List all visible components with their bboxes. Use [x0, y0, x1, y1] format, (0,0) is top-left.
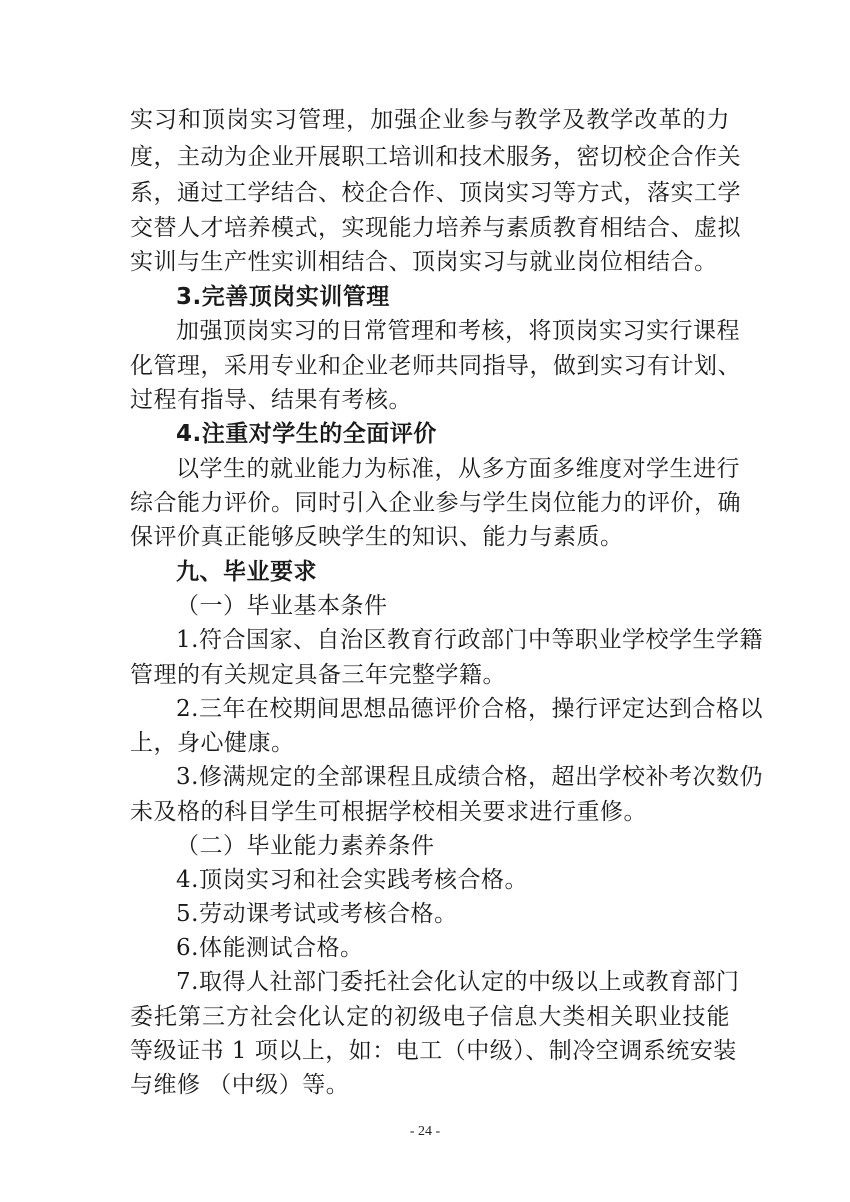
page-number: - 24 - — [409, 1124, 441, 1139]
chapter-heading: 九、毕业要求 — [176, 559, 317, 585]
list-item-line: 6.体能测试合格。 — [176, 935, 364, 961]
list-item-line: 上，身心健康。 — [130, 730, 295, 756]
paragraph-line: 化管理，采用专业和企业老师共同指导，做到实习有计划、 — [130, 353, 741, 379]
paragraph-line: 综合能力评价。同时引入企业参与学生岗位能力的评价，确 — [130, 490, 741, 516]
list-item-line: 4.顶岗实习和社会实践考核合格。 — [176, 867, 528, 893]
list-item-line: 1.符合国家、自治区教育行政部门中等职业学校学生学籍 — [176, 627, 763, 653]
list-item-line: 管理的有关规定具备三年完整学籍。 — [130, 662, 506, 688]
list-item-line: 3.修满规定的全部课程且成绩合格，超出学校补考次数仍 — [176, 764, 763, 790]
list-item-line: 委托第三方社会化认定的初级电子信息大类相关职业技能 — [130, 1004, 730, 1030]
list-item-line: 7.取得人社部门委托社会化认定的中级以上或教育部门 — [176, 969, 740, 995]
paragraph-line: 实训与生产性实训相结合、顶岗实习与就业岗位相结合。 — [130, 249, 718, 275]
subsection-heading: （一）毕业基本条件 — [176, 593, 388, 619]
list-item-line: 未及格的科目学生可根据学校相关要求进行重修。 — [130, 799, 647, 825]
section-heading: 3.完善顶岗实训管理 — [176, 284, 390, 310]
paragraph-line: 实习和顶岗实习管理，加强企业参与教学及教学改革的力 — [130, 107, 730, 133]
list-item-line: 5.劳动课考试或考核合格。 — [176, 901, 458, 927]
paragraph-line: 交替人才培养模式，实现能力培养与素质教育相结合、虚拟 — [130, 215, 741, 241]
list-item-line: 2.三年在校期间思想品德评价合格，操行评定达到合格以 — [176, 696, 763, 722]
paragraph-line: 系，通过工学结合、校企合作、顶岗实习等方式，落实工学 — [130, 180, 741, 206]
paragraph-line: 以学生的就业能力为标准，从多方面多维度对学生进行 — [176, 456, 740, 482]
list-item-line: 等级证书 1 项以上，如：电工（中级）、制冷空调系统安装 — [130, 1038, 737, 1064]
paragraph-line: 过程有指导、结果有考核。 — [130, 387, 412, 413]
subsection-heading: （二）毕业能力素养条件 — [176, 833, 435, 859]
list-item-line: 与维修 （中级）等。 — [130, 1072, 350, 1098]
section-heading: 4.注重对学生的全面评价 — [176, 421, 437, 447]
paragraph-line: 加强顶岗实习的日常管理和考核，将顶岗实习实行课程 — [176, 318, 740, 344]
paragraph-line: 保评价真正能够反映学生的知识、能力与素质。 — [130, 524, 624, 550]
paragraph-line: 度，主动为企业开展职工培训和技术服务，密切校企合作关 — [130, 144, 741, 170]
